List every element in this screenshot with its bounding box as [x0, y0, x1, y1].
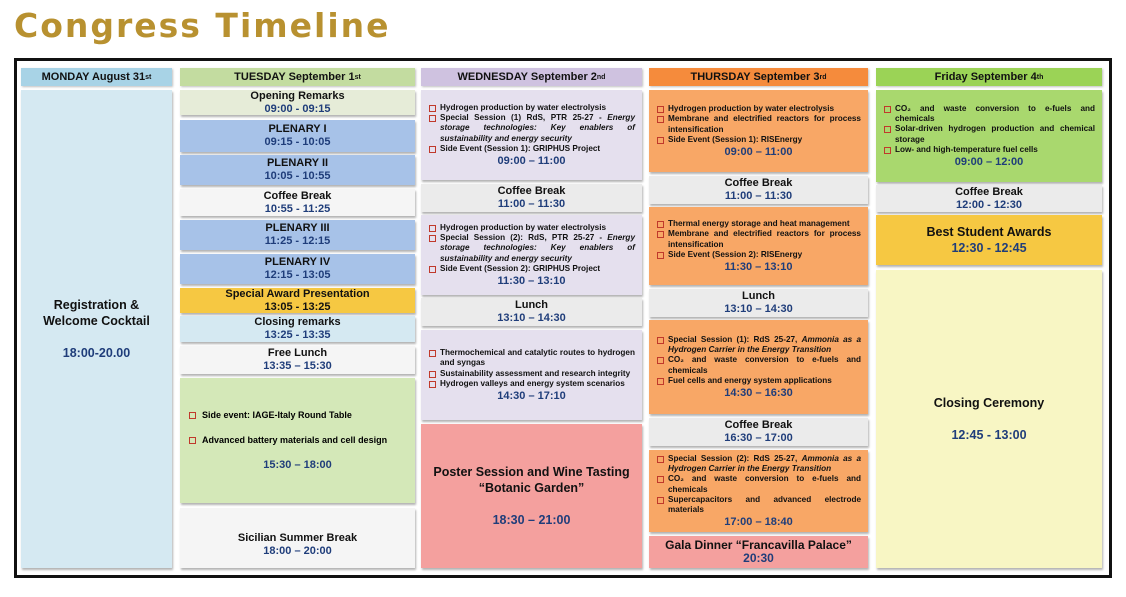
session-item: Special Session (2): RdS 25-27, Ammonia as a Hydrogen Carrier in the Energy Transition — [656, 454, 861, 474]
session-item: CO₂ and waste conversion to e-fuels and chemicals — [656, 474, 861, 494]
tue-opening — [180, 90, 415, 115]
session-item: Side Event (Session 2): RISEnergy — [656, 250, 861, 260]
header-thursday: THURSDAY September 3 rd — [649, 68, 868, 86]
event-time: 10:05 - 10:55 — [264, 170, 331, 182]
event-name: “Botanic Garden” — [478, 481, 585, 495]
session-item: Fuel cells and energy system applications — [656, 376, 861, 386]
event-time: 20:30 — [743, 551, 774, 565]
fri-best-student-awards — [876, 215, 1102, 265]
event-time: 13:10 – 14:30 — [724, 303, 793, 315]
fri-session-1 — [876, 90, 1102, 182]
event-time: 17:00 – 18:40 — [724, 516, 793, 529]
header-tuesday: TUESDAY September 1 st — [180, 68, 415, 86]
session-item: Solar-driven hydrogen production and chemical storage — [883, 124, 1095, 144]
tue-plenary-1 — [180, 120, 415, 152]
event-time: 11:30 – 13:10 — [724, 260, 793, 273]
wed-session-1 — [421, 90, 642, 180]
event-name: Special Award Presentation — [225, 288, 370, 300]
tue-coffee-break — [180, 189, 415, 216]
wed-poster-session — [421, 424, 642, 568]
tue-side-event — [180, 378, 415, 503]
session-item: Thermal energy storage and heat management — [656, 219, 861, 229]
event-name: Lunch — [515, 299, 548, 311]
session-item: Advanced battery materials and cell design — [188, 434, 407, 447]
session-item: Low- and high-temperature fuel cells — [883, 145, 1095, 155]
event-time: 18:30 – 21:00 — [492, 513, 571, 527]
tue-summer-break — [180, 508, 415, 568]
event-time: 09:00 – 11:00 — [497, 155, 566, 167]
event-name: PLENARY IV — [264, 256, 331, 268]
page-title: Congress Timeline — [14, 6, 391, 45]
wed-session-3 — [421, 330, 642, 420]
event-name: PLENARY I — [268, 123, 327, 135]
event-name: Closing remarks — [254, 316, 341, 328]
event-time: 11:00 – 11:30 — [724, 190, 793, 202]
thu-session-1 — [649, 90, 868, 172]
event-name: Sicilian Summer Break — [237, 532, 358, 544]
event-time: 10:55 - 11:25 — [264, 202, 331, 215]
fri-closing-ceremony — [876, 270, 1102, 568]
session-item: Hydrogen production by water electrolysis — [428, 223, 635, 233]
session-item: Hydrogen valleys and energy system scenarios — [428, 379, 635, 389]
thu-gala-dinner — [649, 536, 868, 568]
event-time: 12:30 - 12:45 — [951, 241, 1027, 255]
event-name: PLENARY II — [266, 157, 329, 169]
session-item: Sustainability assessment and research integrity — [428, 369, 635, 379]
event-name: Coffee Break — [724, 177, 793, 189]
session-item: Special Session (1): RdS 25-27, Ammonia as a Hydrogen Carrier in the Energy Transition — [656, 335, 861, 355]
tue-plenary-4 — [180, 254, 415, 284]
event-time: 18:00 – 20:00 — [263, 545, 332, 557]
tue-plenary-3 — [180, 220, 415, 250]
session-item: Membrane and electrified reactors for process intensification — [656, 114, 861, 134]
event-name: Best Student Awards — [926, 225, 1052, 239]
thu-coffee-break-1 — [649, 176, 868, 204]
event-time: 09:00 – 11:00 — [724, 145, 793, 158]
wed-lunch — [421, 298, 642, 326]
session-item: Special Session (2): RdS, PTR 25-27 - Energy storage technologies: Key enablers of sustainability and energy security — [428, 233, 635, 264]
tue-special-award — [180, 288, 415, 313]
event-time: 11:00 – 11:30 — [497, 198, 566, 210]
event-time: 16:30 – 17:00 — [724, 432, 793, 444]
session-item: Thermochemical and catalytic routes to hydrogen and syngas — [428, 348, 635, 368]
tue-free-lunch — [180, 346, 415, 374]
event-time: 13:35 – 15:30 — [263, 360, 332, 372]
event-time: 11:25 - 12:15 — [264, 235, 331, 247]
event-time: 13:10 – 14:30 — [497, 312, 566, 324]
event-time: 12:00 - 12:30 — [955, 198, 1023, 211]
event-name: Welcome Cocktail — [43, 314, 150, 328]
session-item: Hydrogen production by water electrolysis — [656, 104, 861, 114]
wed-coffee-break — [421, 184, 642, 212]
event-name: Poster Session and Wine Tasting — [433, 465, 630, 479]
session-item: CO₂ and waste conversion to e-fuels and chemicals — [883, 104, 1095, 124]
event-name: Coffee Break — [955, 185, 1023, 198]
thu-lunch — [649, 289, 868, 317]
fri-coffee-break — [876, 185, 1102, 212]
thu-coffee-break-2 — [649, 418, 868, 446]
thu-session-4 — [649, 450, 868, 532]
tue-closing-remarks — [180, 316, 415, 342]
header-monday: MONDAY August 31 st — [21, 68, 172, 86]
event-time: 13:25 - 13:35 — [264, 329, 331, 341]
session-item: Supercapacitors and advanced electrode materials — [656, 495, 861, 515]
header-wednesday: WEDNESDAY September 2 nd — [421, 68, 642, 86]
event-time: 15:30 – 18:00 — [263, 459, 332, 471]
event-name: Coffee Break — [263, 189, 332, 202]
session-item: CO₂ and waste conversion to e-fuels and chemicals — [656, 355, 861, 375]
thu-session-2 — [649, 207, 868, 285]
session-item: Membrane and electrified reactors for process intensification — [656, 229, 861, 249]
monday-registration — [21, 90, 172, 568]
event-time: 09:00 – 12:00 — [954, 156, 1024, 168]
wed-session-2 — [421, 215, 642, 295]
event-time: 18:00-20.00 — [62, 346, 131, 360]
event-time: 11:30 – 13:10 — [497, 275, 566, 287]
event-name: Opening Remarks — [250, 90, 345, 102]
header-friday: Friday September 4 th — [876, 68, 1102, 86]
session-item: Hydrogen production by water electrolysis — [428, 103, 635, 113]
event-name: Coffee Break — [497, 185, 566, 197]
event-name: Closing Ceremony — [933, 396, 1045, 410]
event-time: 13:05 - 13:25 — [264, 300, 331, 313]
event-name: Free Lunch — [267, 347, 328, 359]
session-item: Side Event (Session 1): RISEnergy — [656, 135, 861, 145]
tue-plenary-2 — [180, 155, 415, 185]
session-item: Special Session (1) RdS, PTR 25-27 - Energy storage technologies: Key enablers of sustainability and energy security — [428, 113, 635, 144]
event-name: Lunch — [742, 290, 775, 302]
event-time: 12:15 - 13:05 — [264, 269, 331, 281]
event-time: 09:15 - 10:05 — [264, 136, 331, 148]
session-item: Side event: IAGE-Italy Round Table — [188, 409, 407, 422]
session-item: Side Event (Session 2): GRIPHUS Project — [428, 264, 635, 274]
event-time: 12:45 - 13:00 — [951, 428, 1027, 442]
event-name: Coffee Break — [724, 419, 793, 431]
event-time: 14:30 – 17:10 — [497, 389, 566, 402]
session-item: Side Event (Session 1): GRIPHUS Project — [428, 144, 635, 154]
event-name: Gala Dinner “Francavilla Palace” — [665, 538, 852, 552]
event-name: PLENARY III — [265, 222, 330, 234]
event-name: Registration & — [53, 298, 140, 312]
event-time: 09:00 - 09:15 — [264, 102, 331, 115]
thu-session-3 — [649, 320, 868, 414]
event-time: 14:30 – 16:30 — [724, 387, 793, 399]
